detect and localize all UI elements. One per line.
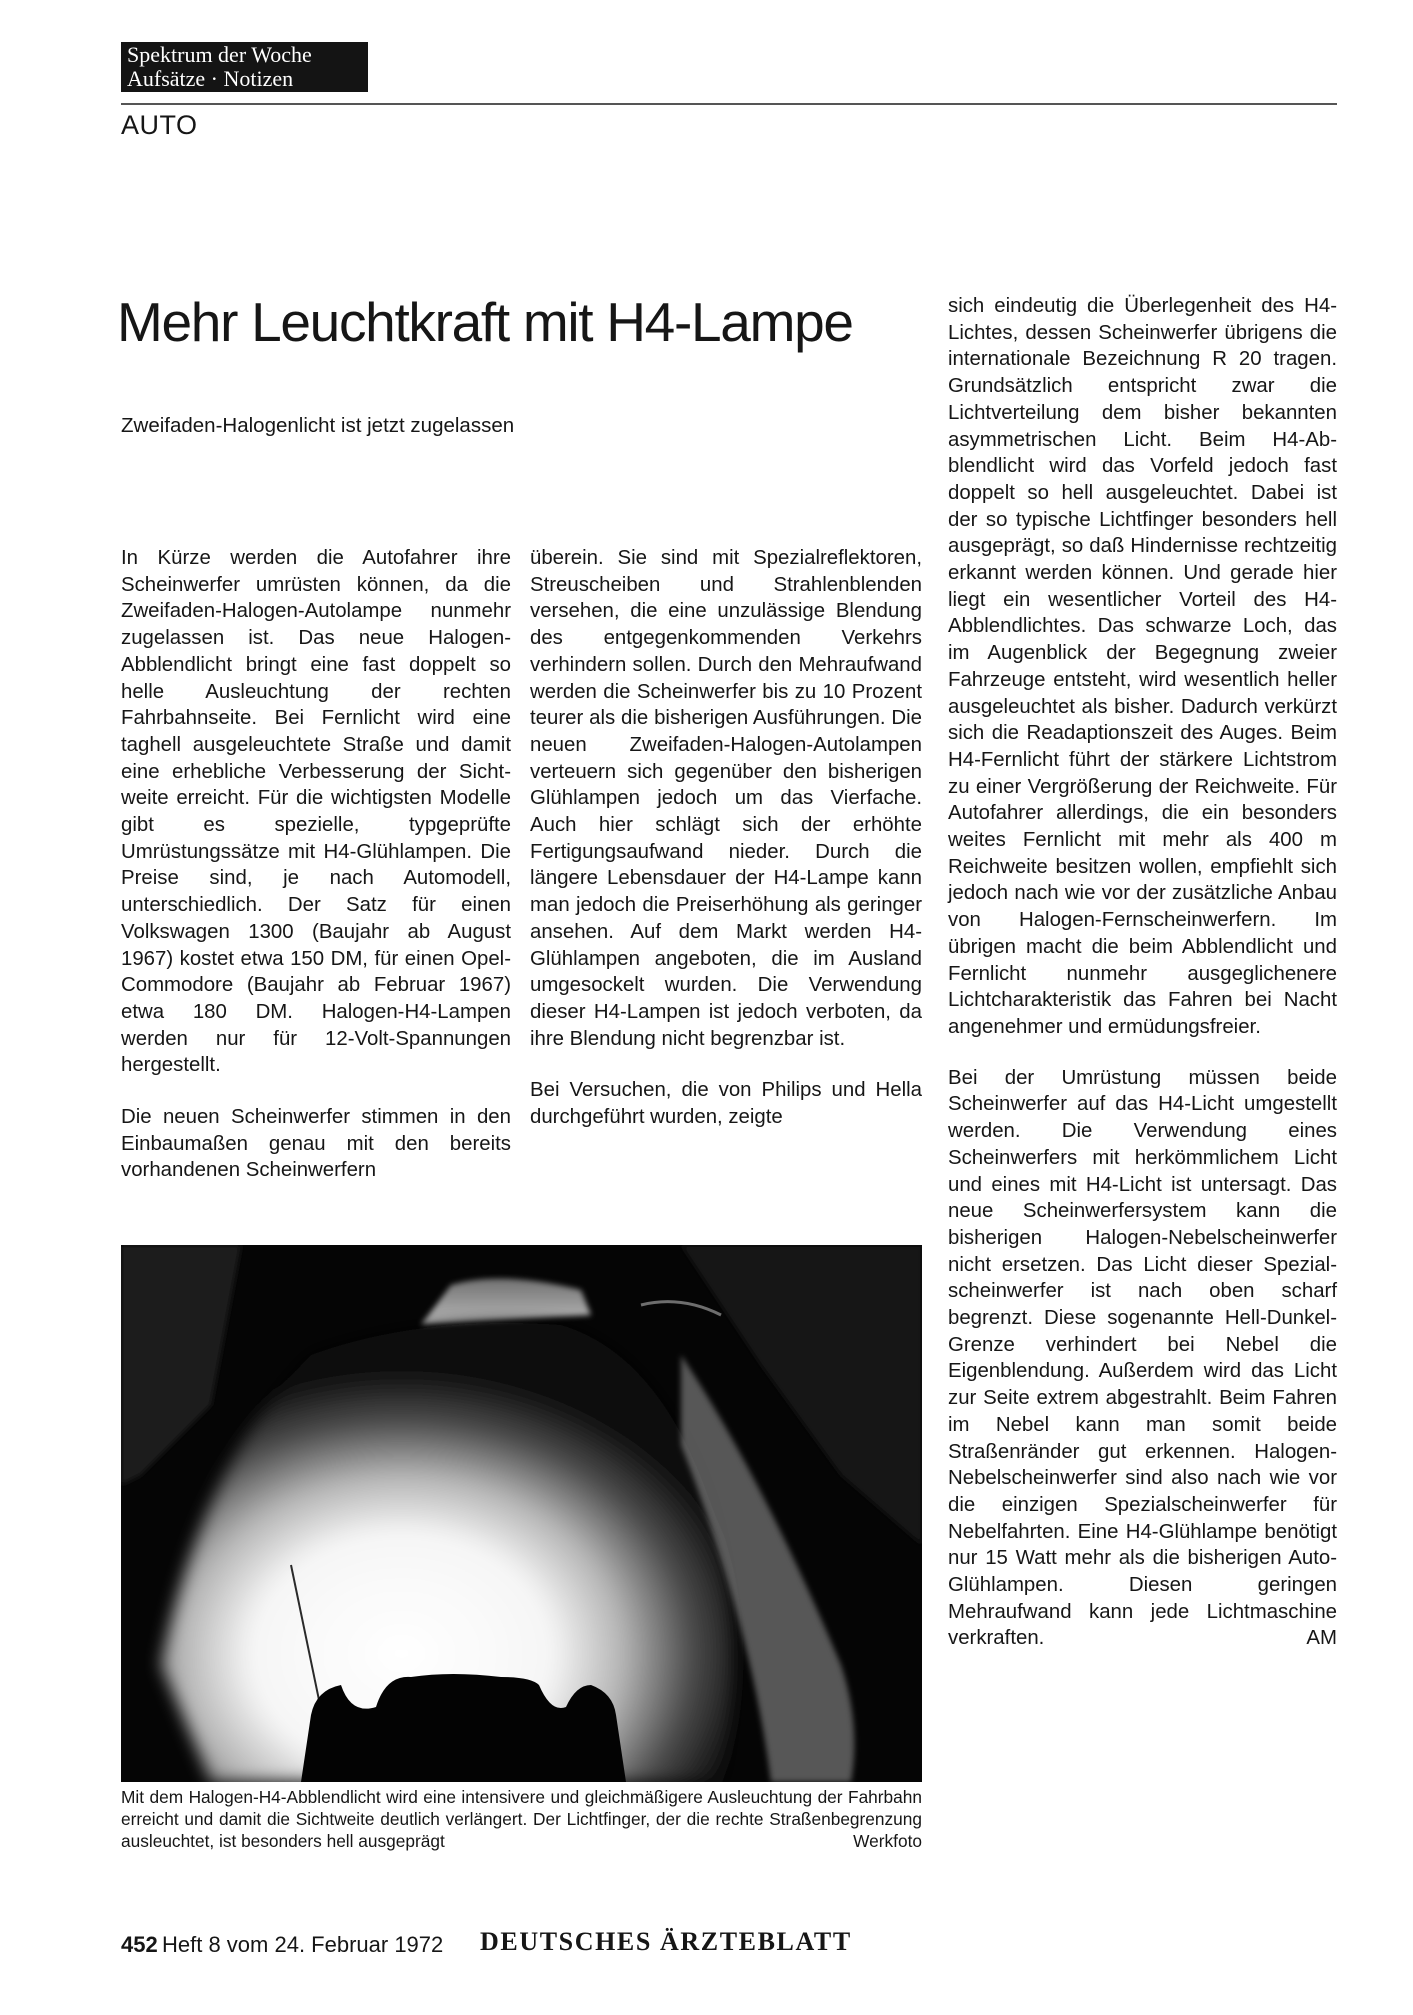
caption-text: Mit dem Halogen-H4-Abblendlicht wird eine intensivere und gleichmäßigere Ausleuchtung der Fahrbahn erreicht und damit die Sichtweite deutlich verlängert. Der Lichtfinger, der die rechte Straßenbegrenzung ausleuchtet, ist besonders hell ausgeprägt (121, 1787, 922, 1851)
photo-caption (121, 1786, 922, 1852)
journal-name: DEUTSCHES ÄRZTEBLATT (480, 1927, 852, 1956)
section-badge-line1: Spektrum der Woche (127, 42, 312, 67)
paragraph: In Kürze werden die Autofahrer ihre Scheinwerfer umrüsten können, da die Zweifaden-Halogen-Autolampe nunmehr zugelassen ist. Das neue Halogen-Abblendlicht bringt eine fast doppelt so helle Ausleuchtung der rechten Fahrbahnseite. Bei Fernlicht wird eine taghell ausgeleuchtete Straße und damit eine erhebliche Verbesserung der Sichtweite erreicht. Für die wichtigsten Modelle gibt es spezielle, typgeprüfte Umrüstungssätze mit H4-Glühlampen. Die Preise sind, je nach Automodell, unterschiedlich. Der Satz für einen Volkswagen 1300 (Baujahr ab August 1967) kostet etwa 150 DM, für einen Opel-Commodore (Baujahr ab Februar 1967) etwa 180 DM. Halogen-H4-Lampen werden nur für 12-Volt-Spannungen hergestellt. (121, 547, 511, 1077)
paragraph: Die neuen Scheinwerfer stimmen in den Einbaumaßen genau mit den bereits vorhandenen Scheinwerfern (121, 1106, 511, 1182)
issue-date: Heft 8 vom 24. Februar 1972 (162, 1932, 444, 1957)
paragraph: sich eindeutig die Überlegenheit des H4-Lichtes, dessen Scheinwerfer übrigens die internationale Bezeichnung R 20 tragen. Grundsätzlich entspricht zwar die Lichtverteilung dem bisher bekannten asymmetrischen Licht. Beim H4-Abblendlicht wird das Vorfeld jedoch fast doppelt so hell ausgeleuchtet. Dabei ist der so typische Lichtfinger besonders hell ausgeprägt, so daß Hindernisse rechtzeitig erkannt werden können. Und gerade hier liegt ein wesentlicher Vorteil des H4-Abblendlichtes. Das schwarze Loch, das im Augenblick der Begegnung zweier Fahrzeuge entsteht, wird wesentlich heller ausgeleuchtet als bisher. Dadurch verkürzt sich die Readaptionszeit des Auges. Beim H4-Fernlicht führt der stärkere Lichtstrom zu einer Vergrößerung der Reichweite. Für Autofahrer allerdings, die ein besonders weites Fernlicht mit mehr als 400 m Reichweite besitzen wollen, empfiehlt sich jedoch nach wie vor der zusätzliche Anbau von Halogen-Fernscheinwerfern. Im übrigen macht die beim Abblendlicht und Fernlicht nunmehr ausgeglichenere Lichtcharakteristik das Fahren bei Nacht angenehmer und ermüdungsfreier. (948, 295, 1337, 1038)
text-column-1 (121, 545, 511, 1184)
article-title: Mehr Leuchtkraft mit H4-Lampe (117, 291, 853, 353)
night-road-photo (121, 1245, 922, 1782)
section-badge (121, 42, 368, 92)
page-number: 452 (121, 1932, 158, 1957)
section-badge-line2: Aufsätze · Notizen (127, 66, 294, 91)
headlight-beam-illustration (121, 1245, 922, 1782)
text-column-2 (530, 545, 922, 1131)
text-column-3 (948, 293, 1337, 1652)
paragraph (948, 1065, 1337, 1652)
paragraph: Bei Versuchen, die von Philips und Hella durchgeführt wurden, zeigte (530, 1079, 922, 1129)
section-label: AUTO (121, 110, 198, 140)
photo-credit: Werkfoto (853, 1831, 922, 1851)
article-subtitle: Zweifaden-Halogenlicht ist jetzt zugelassen (121, 414, 515, 437)
paragraph: überein. Sie sind mit Spezialreflektoren, Streuscheiben und Strahlenblenden versehen, die eine unzulässige Blendung des entgegenkommenden Verkehrs verhindern sollen. Durch den Mehraufwand werden die Scheinwerfer bis zu 10 Prozent teurer als die bisherigen Ausführungen. Die neuen Zweifaden-Halogen-Autolampen verteuern sich gegenüber den bisherigen Glühlampen jedoch um das Vierfache. Auch hier schlägt sich der erhöhte Fertigungsaufwand nieder. Durch die längere Lebensdauer der H4-Lampe kann man jedoch die Preiserhöhung als geringer ansehen. Auf dem Markt werden H4-Glühlampen angeboten, die im Ausland umgesockelt wurden. Die Verwendung dieser H4-Lampen ist jedoch verboten, da ihre Blendung nicht begrenzbar ist. (530, 547, 922, 1050)
header-divider (121, 103, 1337, 105)
author-signature: AM (1306, 1627, 1337, 1650)
paragraph-text: Bei der Umrüstung müssen beide Scheinwerfer auf das H4-Licht umgestellt werden. Die Verwendung eines Scheinwerfers mit herkömmlichem Licht und eines mit H4-Licht ist untersagt. Das neue Scheinwerfersystem kann die bisherigen Halogen-Nebelscheinwerfer nicht ersetzen. Das Licht dieser Spezialscheinwerfer ist nach oben scharf begrenzt. Diese sogenannte Hell-Dunkel-Grenze verhindert bei Nebel die Eigenblendung. Außerdem wird das Licht zur Seite extrem abgestrahlt. Beim Fahren im Nebel kann man somit beide Straßenränder gut erkennen. Halogen-Nebelscheinwerfer sind also nach wie vor die einzigen Spezialscheinwerfer für Nebelfahrten. Eine H4-Glühlampe benötigt nur 15 Watt mehr als die bisherigen Auto-Glühlampen. Diesen geringen Mehraufwand kann jede Lichtmaschine verkraften. (948, 1066, 1337, 1650)
